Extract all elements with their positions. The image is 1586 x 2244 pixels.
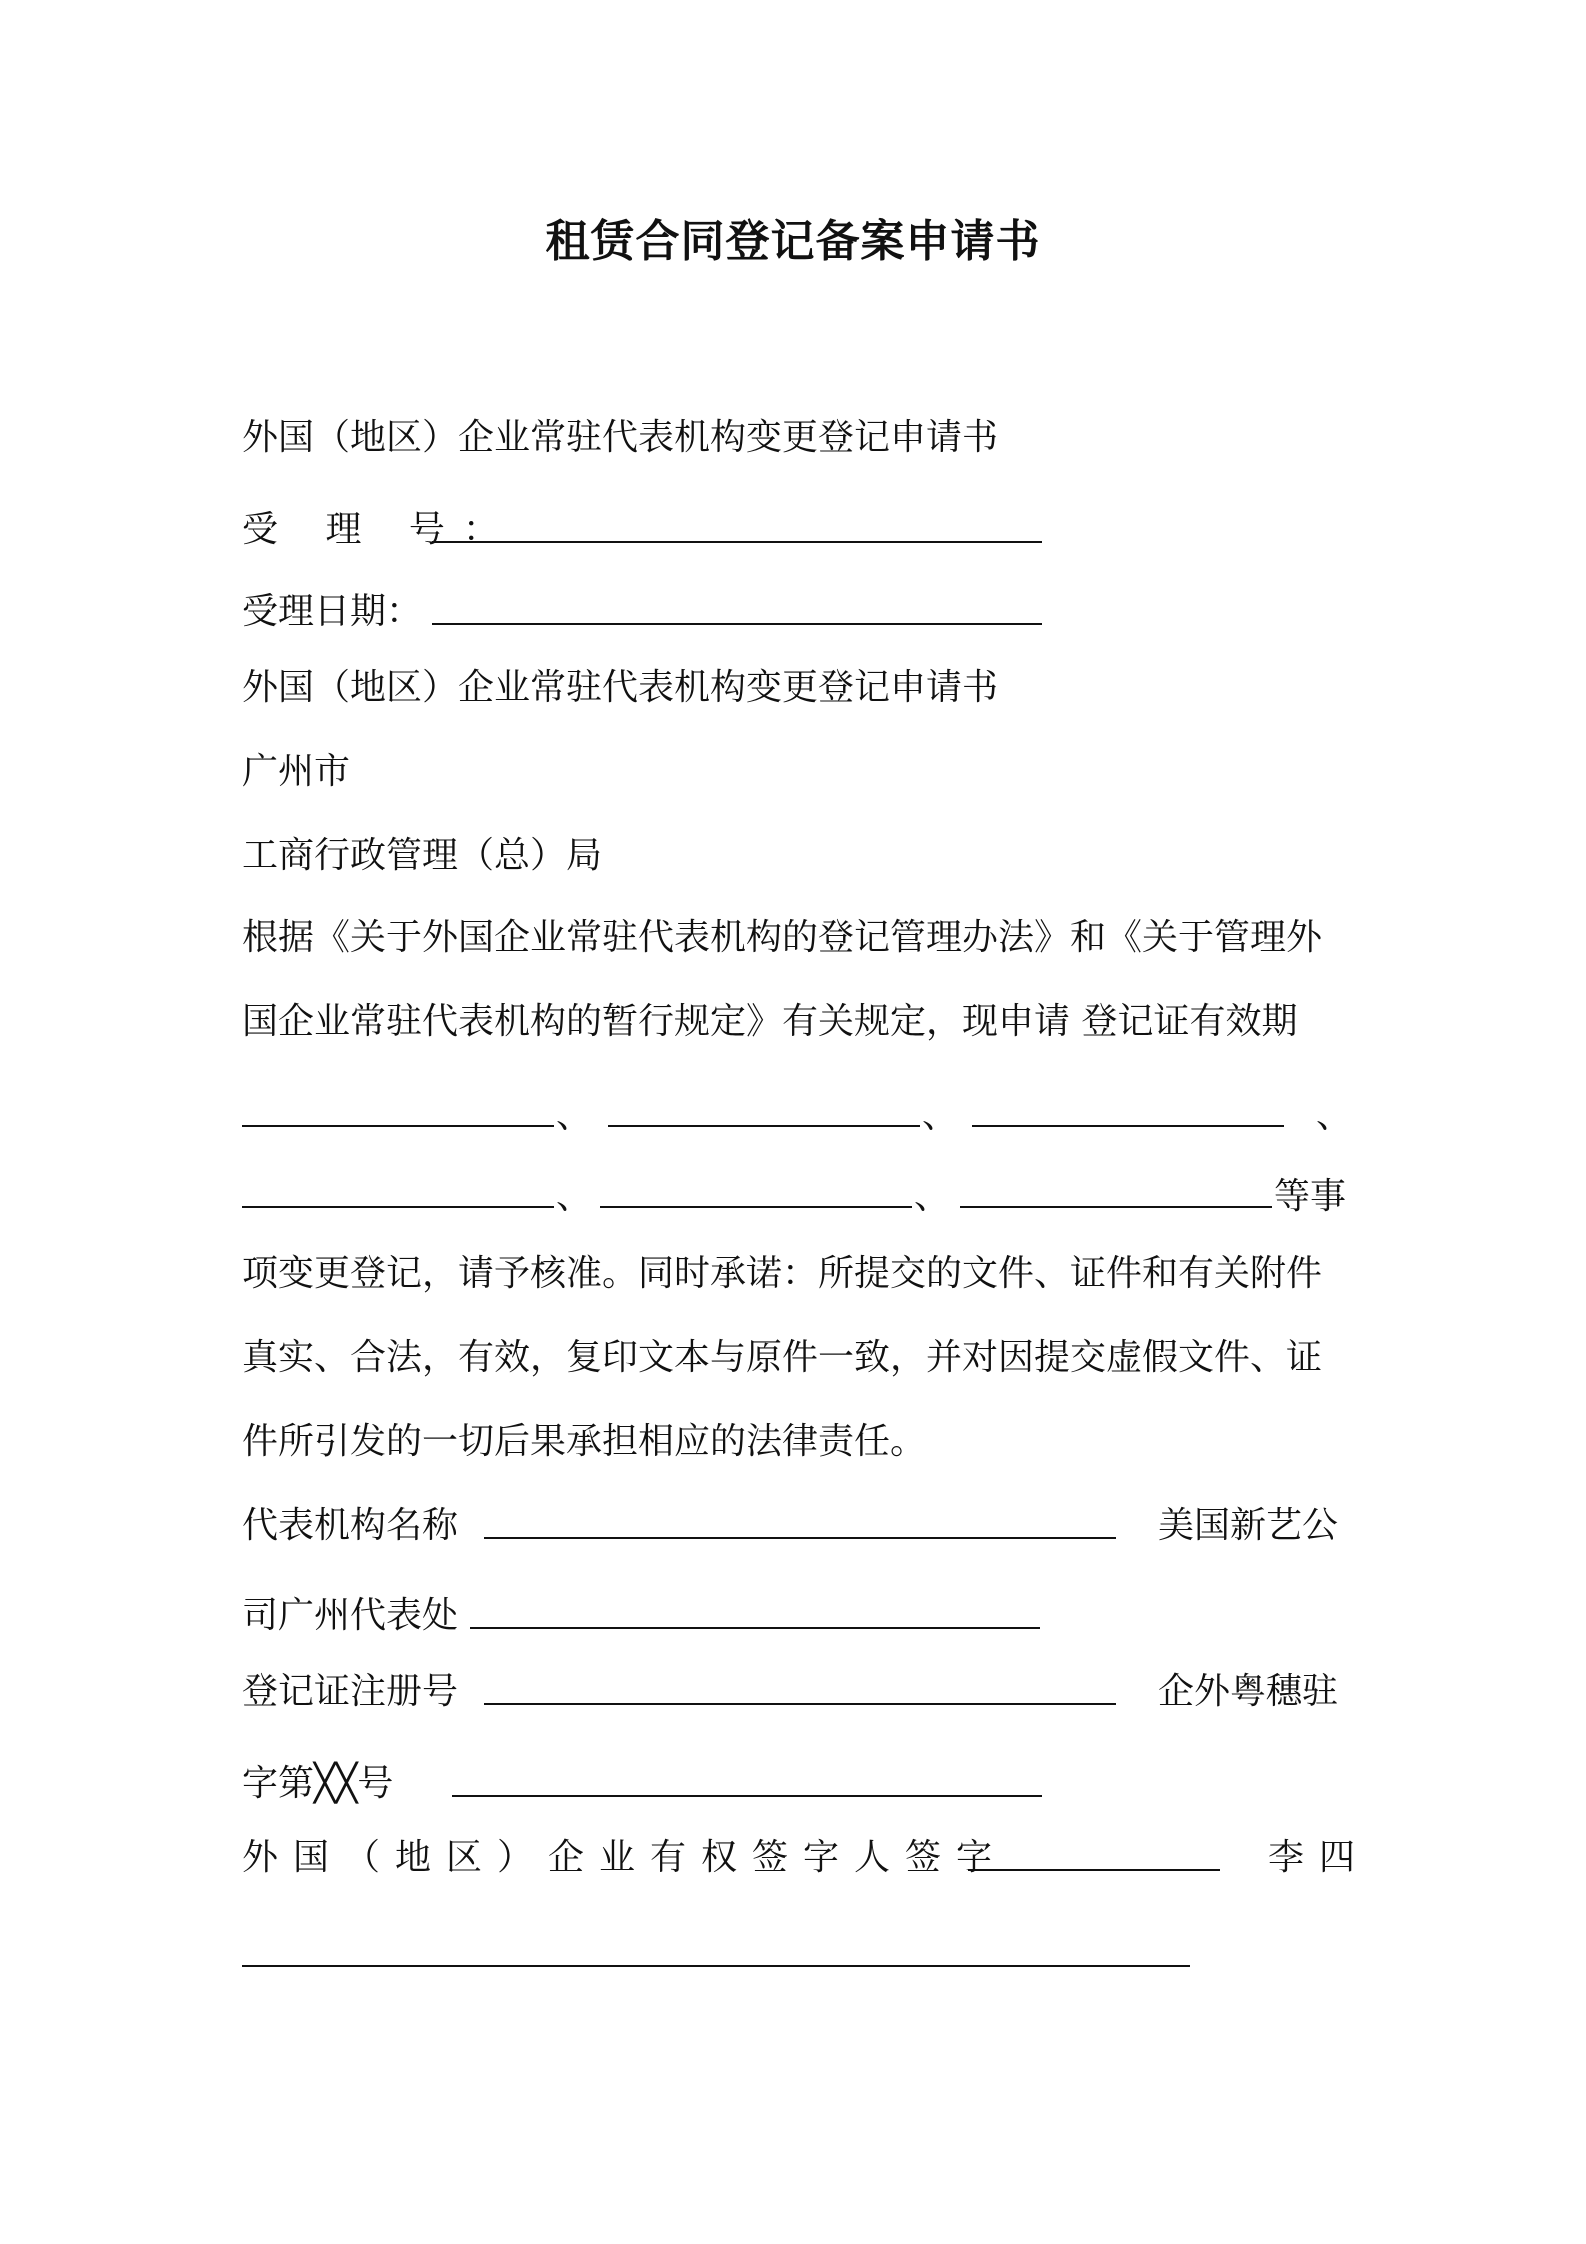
org-name-value-part-2: 司广州代表处: [242, 1595, 459, 1636]
form-header-line-1: 外国（地区）企业常驻代表机构变更登记申请书: [242, 417, 999, 458]
org-name-field[interactable]: [484, 1537, 1116, 1539]
org-name-continuation-field[interactable]: [470, 1627, 1040, 1629]
document-title: 租赁合同登记备案申请书: [545, 216, 1041, 267]
paragraph-1-line-2: 国企业常驻代表机构的暂行规定》有关规定，现申请 登记证有效期: [242, 1001, 1298, 1042]
paragraph-2-line-3: 件所引发的一切后果承担相应的法律责任。: [242, 1421, 927, 1462]
change-item-field-4[interactable]: [242, 1206, 554, 1208]
registration-number-continuation-field[interactable]: [452, 1795, 1042, 1797]
registration-number-label: 登记证注册号: [242, 1671, 459, 1712]
registration-number-value-part-2: 字第╳╳号: [242, 1763, 394, 1804]
bureau-name: 工商行政管理（总）局: [242, 835, 603, 876]
acceptance-number-field[interactable]: [432, 541, 1042, 543]
form-header-line-2: 外国（地区）企业常驻代表机构变更登记申请书: [242, 667, 999, 708]
separator-dun: 、: [922, 1095, 959, 1136]
change-item-field-5[interactable]: [600, 1206, 912, 1208]
separator-dun: 、: [914, 1176, 951, 1217]
org-name-label: 代表机构名称: [242, 1505, 459, 1546]
acceptance-date-field[interactable]: [432, 623, 1042, 625]
registration-number-field[interactable]: [484, 1703, 1116, 1705]
change-item-field-3[interactable]: [972, 1125, 1284, 1127]
paragraph-1-line-1: 根据《关于外国企业常驻代表机构的登记管理办法》和《关于管理外: [242, 917, 1323, 958]
separator-dun: 、: [1316, 1095, 1353, 1136]
separator-dun: 、: [556, 1176, 593, 1217]
paragraph-2-line-1: 项变更登记，请予核准。同时承诺：所提交的文件、证件和有关附件: [242, 1253, 1323, 1294]
acceptance-date-label: 受理日期：: [242, 591, 423, 632]
acceptance-number-label: 受 理 号：: [242, 509, 517, 550]
signature-continuation-field[interactable]: [242, 1965, 1190, 1967]
signer-name: 李四: [1268, 1837, 1371, 1878]
paragraph-2-line-2: 真实、合法，有效，复印文本与原件一致，并对因提交虚假文件、证: [242, 1337, 1323, 1378]
change-item-field-6[interactable]: [960, 1206, 1272, 1208]
signer-label: 外国（地区）企业有权签字人签字: [242, 1837, 1008, 1878]
city-name: 广州市: [242, 751, 351, 792]
separator-dun: 、: [556, 1095, 593, 1136]
items-suffix: 等事: [1274, 1176, 1347, 1217]
registration-number-value-part-1: 企外粤穗驻: [1158, 1671, 1339, 1712]
signature-field[interactable]: [968, 1869, 1220, 1871]
change-item-field-1[interactable]: [242, 1125, 554, 1127]
org-name-value-part-1: 美国新艺公: [1158, 1505, 1339, 1546]
change-item-field-2[interactable]: [608, 1125, 920, 1127]
